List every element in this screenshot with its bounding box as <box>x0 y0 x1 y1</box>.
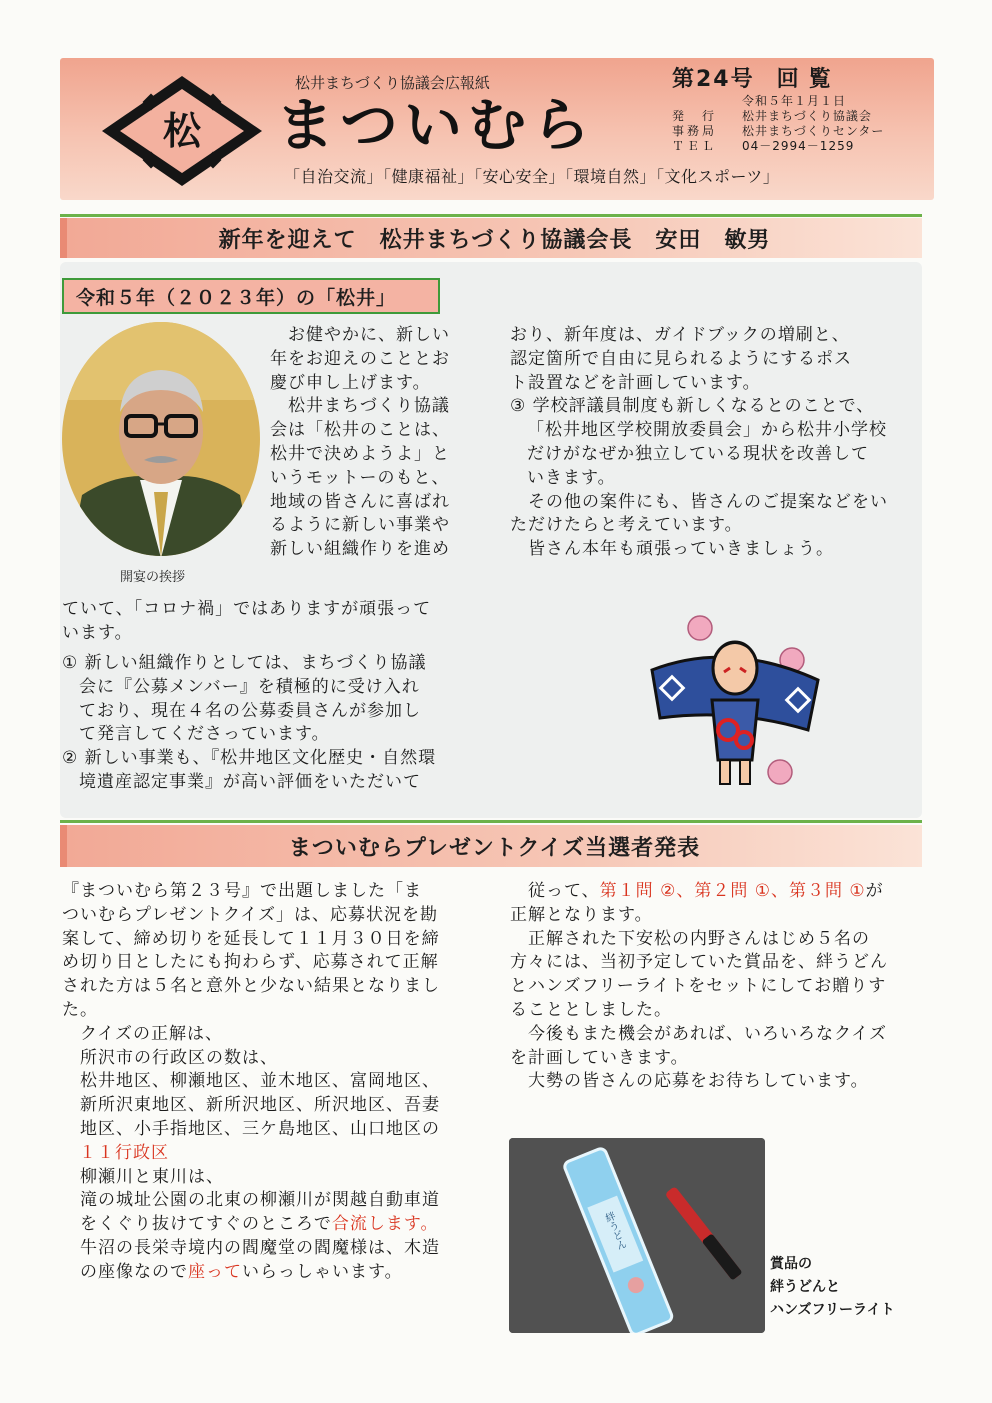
answer-seated: 座って <box>188 1261 242 1282</box>
text-line: クイズの正解は、 <box>62 1023 223 1044</box>
text-line: された方は５名と意外と少ない結果となりまし <box>62 976 440 997</box>
text-line: るように新しい事業や <box>270 515 450 536</box>
text-line: ただけたらと考えています。 <box>510 515 743 536</box>
caption-line: 絆うどんと <box>770 1279 840 1295</box>
text-line: 慶び申し上げます。 <box>270 372 431 393</box>
text-line: お健やかに、新しい <box>270 325 450 345</box>
divider-line <box>60 820 922 823</box>
list-item: ① 新しい組織作りとしては、まちづくり協議 <box>62 653 427 673</box>
issue-date: 令和５年１月１日 <box>742 94 847 108</box>
text-line: 年をお迎えのこととお <box>270 348 450 369</box>
text-line: た。 <box>62 999 98 1020</box>
correct-answers: 第１問 ②、第２問 ①、第３問 ① <box>599 881 866 901</box>
text-line: 『まついむら第２３号』で出題しました「ま <box>62 881 422 901</box>
section2-title: まついむらプレゼントクイズ当選者発表 <box>60 825 922 867</box>
text-line: 大勢の皆さんの応募をお待ちしています。 <box>510 1071 869 1092</box>
answer-confluence: 合流します。 <box>331 1214 439 1235</box>
text-line: います。 <box>62 622 133 643</box>
text-line: 地域の皆さんに喜ばれ <box>270 491 450 512</box>
text-line: 新しい組織作りを進め <box>270 539 450 560</box>
list-item: 会に『公募メンバー』を積極的に受け入れ <box>79 676 420 697</box>
matsui-logo-icon <box>98 72 266 190</box>
caption-line: 賞品の <box>770 1256 812 1272</box>
text-line: 会は「松井のことは、 <box>270 420 450 441</box>
issue-number-line <box>672 66 922 94</box>
list-item: 境遺産認定事業』が高い評価をいただいて <box>79 771 421 792</box>
prize-photo <box>509 1138 765 1333</box>
text-line: 松井地区、柳瀬地区、並木地区、富岡地区、 <box>62 1071 440 1092</box>
package-label: 絆うどん <box>601 1210 627 1252</box>
portrait-caption: 開宴の挨拶 <box>120 570 186 585</box>
masthead-slogans: 「自治交流」「健康福祉」「安心安全」「環境自然」「文化スポーツ」 <box>284 167 780 186</box>
masthead-subtitle: 松井まちづくり協議会広報紙 <box>295 74 490 92</box>
section1-right-column <box>510 324 888 562</box>
text-line: とハンズフリーライトをセットにしてお贈りす <box>510 976 887 997</box>
section1-subhead: 令和５年（２０２３年）の「松井」 <box>62 278 440 314</box>
text-line: 地区、小手指地区、三ケ島地区、山口地区の <box>62 1118 440 1139</box>
text-line: を計画していきます。 <box>510 1047 689 1068</box>
text-line: 認定箇所で自由に見られるようにするポス <box>510 348 852 369</box>
text-line: おり、新年度は、ガイドブックの増刷と、 <box>510 325 850 345</box>
text-line: 所沢市の行政区の数は、 <box>62 1047 278 1068</box>
text-line: 正解となります。 <box>510 904 653 925</box>
text-line: ③ 学校評議員制度も新しくなるとのことで、 <box>510 396 875 417</box>
text-line: 「松井地区学校開放委員会」から松井小学校 <box>527 420 887 441</box>
office-row: 事務局 松井まちづくりセンター <box>672 124 885 138</box>
section2-right-column: 従って、第１問 ②、第２問 ①、第３問 ①が 正解となります。 正解された下安松の内野さんはじめ５名の 方々には、当初予定していた賞品を、絆うどん とハンズフリーライトをセットにしてお贈りす ることとしました。 今後もまた機会があれば、いろいろなクイズ を計画していきます。 大勢の皆さんの応募をお待ちしています。 <box>510 880 888 1094</box>
tel-row: ＴＥＬ 04－2994－1259 <box>672 139 855 153</box>
section2-left-column: 『まついむら第２３号』で出題しました「ま ついむらプレゼントクイズ」は、応募状況を勘 案して、締め切りを延長して１１月３０日を締 め切り日としたにも拘わらず、応募されて正解 された方は５名と意外と少ない結果となりまし た。 クイズの正解は、 所沢市の行政区の数は、 松井地区、柳瀬地区、並木地区、富岡地区、 新所沢東地区、新所沢地区、所沢地区、吾妻 地区、小手指地区、三ケ島地区、山口地区の １１行政区 柳瀬川と東川は、 滝の城址公園の北東の柳瀬川が関越自動車道 をくぐり抜けてすぐのところで合流します。 牛沼の長栄寺境内の閻魔堂の閻魔様は、木造 の座像なので座っていらっしゃいます。 <box>62 881 440 1282</box>
text-line: いきます。 <box>527 467 616 488</box>
text-line: だけがなぜか独立している現状を改善して <box>527 443 869 464</box>
circulation-note: 回覧 <box>776 67 841 92</box>
section1-title: 新年を迎えて 松井まちづくり協議会長 安田 敏男 <box>60 218 922 258</box>
text-line: 松井まちづくり協議 <box>270 396 450 417</box>
text-line: 皆さん本年も頑張っていきましょう。 <box>510 539 834 560</box>
section1-intro-narrow <box>270 324 450 562</box>
list-item: て発言してくださっています。 <box>79 724 330 745</box>
text-line: 案して、締め切りを延長して１１月３０日を締 <box>62 928 440 949</box>
text-line: 松井で決めようよ」と <box>270 443 450 464</box>
list-item: ており、現在４名の公募委員さんが参加し <box>79 700 421 721</box>
text-line: いうモットーのもと、 <box>270 467 450 488</box>
list-item: ② 新しい事業も、『松井地区文化歴史・自然環 <box>62 748 437 768</box>
caption-line: ハンズフリーライト <box>770 1302 895 1318</box>
issue-number: 第24号 <box>672 67 755 92</box>
text-line: 正解された下安松の内野さんはじめ５名の <box>510 928 870 949</box>
text-line: ていて、「コロナ禍」ではありますが頑張って <box>62 599 432 619</box>
masthead-brand-title: まついむら <box>276 91 597 159</box>
logo-glyph: 松 <box>162 109 202 153</box>
section2-left-line: 牛沼の長栄寺境内の閻魔堂の閻魔様は、木造 <box>62 1237 440 1258</box>
text-line: ることとしました。 <box>510 999 672 1020</box>
text-line: 今後もまた機会があれば、いろいろなクイズ <box>510 1023 887 1044</box>
photo-caption <box>770 1253 895 1322</box>
publisher-row: 発 行 松井まちづくり協議会 <box>672 109 872 123</box>
text-line: ト設置などを計画しています。 <box>510 372 761 393</box>
issue-info <box>672 66 922 154</box>
answer-wards: １１行政区 <box>79 1142 169 1163</box>
section1-item2 <box>62 747 436 795</box>
section1-intro-wide <box>62 598 431 646</box>
text-line: 滝の城址公園の北東の柳瀬川が関越自動車道 <box>62 1190 440 1211</box>
text-line: 方々には、当初予定していた賞品を、絆うどん <box>510 952 888 973</box>
text-line: め切り日としたにも拘わらず、応募されて正解 <box>62 952 439 973</box>
chairman-portrait-image <box>60 320 262 558</box>
text-line: その他の案件にも、皆さんのご提案などをい <box>510 491 888 512</box>
yakko-kite-illustration <box>640 600 830 800</box>
text-line: 新所沢東地区、新所沢地区、所沢地区、吾妻 <box>62 1095 440 1116</box>
text-line: ついむらプレゼントクイズ」は、応募状況を勘 <box>62 904 438 925</box>
section1-item1 <box>62 652 426 747</box>
divider-line <box>60 214 922 217</box>
text-line: 柳瀬川と東川は、 <box>62 1166 224 1187</box>
